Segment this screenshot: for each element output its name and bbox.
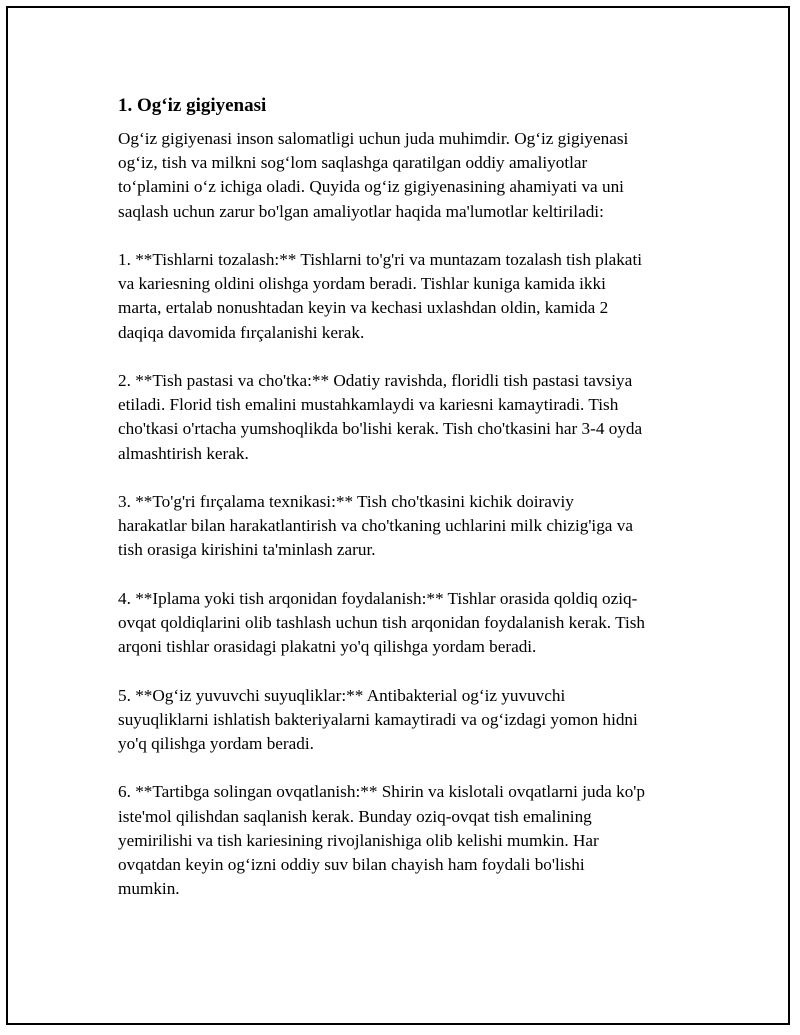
document-body: [118, 93, 688, 926]
paragraph-ovqatlanish: [118, 780, 688, 901]
text-line: daqiqa davomida fırçalanishi kerak.: [118, 322, 365, 342]
text-line: 6. **Tartibga solingan ovqatlanish:** Shirin va kislotali ovqatlarni juda ko'p: [118, 782, 645, 802]
text-line: ovqatdan keyin og‘izni oddiy suv bilan chayish ham foydali bo'lishi: [118, 855, 585, 874]
text-line: va kariesning oldini olishga yordam beradi. Tishlar kuniga kamida ikki: [118, 274, 606, 294]
text-line: marta, ertalab nonushtadan keyin va kechasi uxlashdan oldin, kamida 2: [118, 298, 609, 318]
text-line: cho'tkasi o'rtacha yumshoqlikda bo'lishi kerak. Tish cho'tkasini har 3-4 oyda: [118, 419, 643, 439]
text-line: og‘iz, tish va milkni sog‘lom saqlashga qaratilgan oddiy amaliyotlar: [118, 153, 588, 173]
paragraph-tishlarni-tozalash: [118, 248, 688, 345]
paragraph-ogiz-yuvuvchi: [118, 684, 688, 757]
text-line: suyuqliklarni ishlatish bakteriyalarni kamaytiradi va og‘izdagi yomon hidni: [118, 709, 638, 729]
text-line: Og‘iz gigiyenasi inson salomatligi uchun juda muhimdir. Og‘iz gigiyenasi: [118, 129, 629, 148]
text-line: 1. **Tishlarni tozalash:** Tishlarni to'g'ri va muntazam tozalash tish plakati: [118, 250, 642, 269]
text-line: yemirilishi va tish kariesining rivojlanishiga olib kelishi mumkin. Har: [118, 830, 599, 850]
paragraph-tish-arqoni: [118, 587, 688, 660]
intro-paragraph: [118, 127, 688, 224]
paragraph-fircalama-texnikasi: [118, 490, 688, 563]
text-line: 4. **Iplama yoki tish arqonidan foydalanish:** Tishlar orasida qoldiq oziq-: [118, 588, 638, 608]
text-line: etiladi. Florid tish emalini mustahkamlaydi va kariesni kamaytiradi. Tish: [118, 395, 619, 415]
text-line: mumkin.: [118, 879, 180, 899]
text-line: saqlash uchun zarur bo'lgan amaliyotlar haqida ma'lumotlar keltiriladi:: [118, 201, 604, 221]
text-line: 2. **Tish pastasi va cho'tka:** Odatiy ravishda, floridli tish pastasi tavsiya: [118, 371, 633, 390]
text-line: tish orasiga kirishini ta'minlash zarur.: [118, 540, 376, 560]
text-line: ovqat qoldiqlarini olib tashlash uchun tish arqonidan foydalanish kerak. Tish: [118, 613, 646, 632]
section-heading: 1. Og‘iz gigiyenasi: [118, 95, 267, 116]
text-line: 3. **To'g'ri fırçalama texnikasi:** Tish cho'tkasini kichik doiraviy: [118, 492, 574, 511]
text-line: arqoni tishlar orasidagi plakatni yo'q qilishga yordam beradi.: [118, 637, 537, 657]
text-line: yo'q qilishga yordam beradi.: [118, 734, 314, 753]
text-line: to‘plamini o‘z ichiga oladi. Quyida og‘iz gigiyenasining ahamiyati va uni: [118, 177, 624, 197]
text-line: almashtirish kerak.: [118, 443, 249, 463]
text-line: harakatlar bilan harakatlantirish va cho'tkaning uchlarini milk chizig'iga va: [118, 516, 633, 536]
paragraph-tish-pastasi: [118, 369, 688, 466]
text-line: 5. **Og‘iz yuvuvchi suyuqliklar:** Antibakterial og‘iz yuvuvchi: [118, 685, 566, 705]
text-line: iste'mol qilishdan saqlanish kerak. Bunday oziq-ovqat tish emalining: [118, 806, 592, 826]
